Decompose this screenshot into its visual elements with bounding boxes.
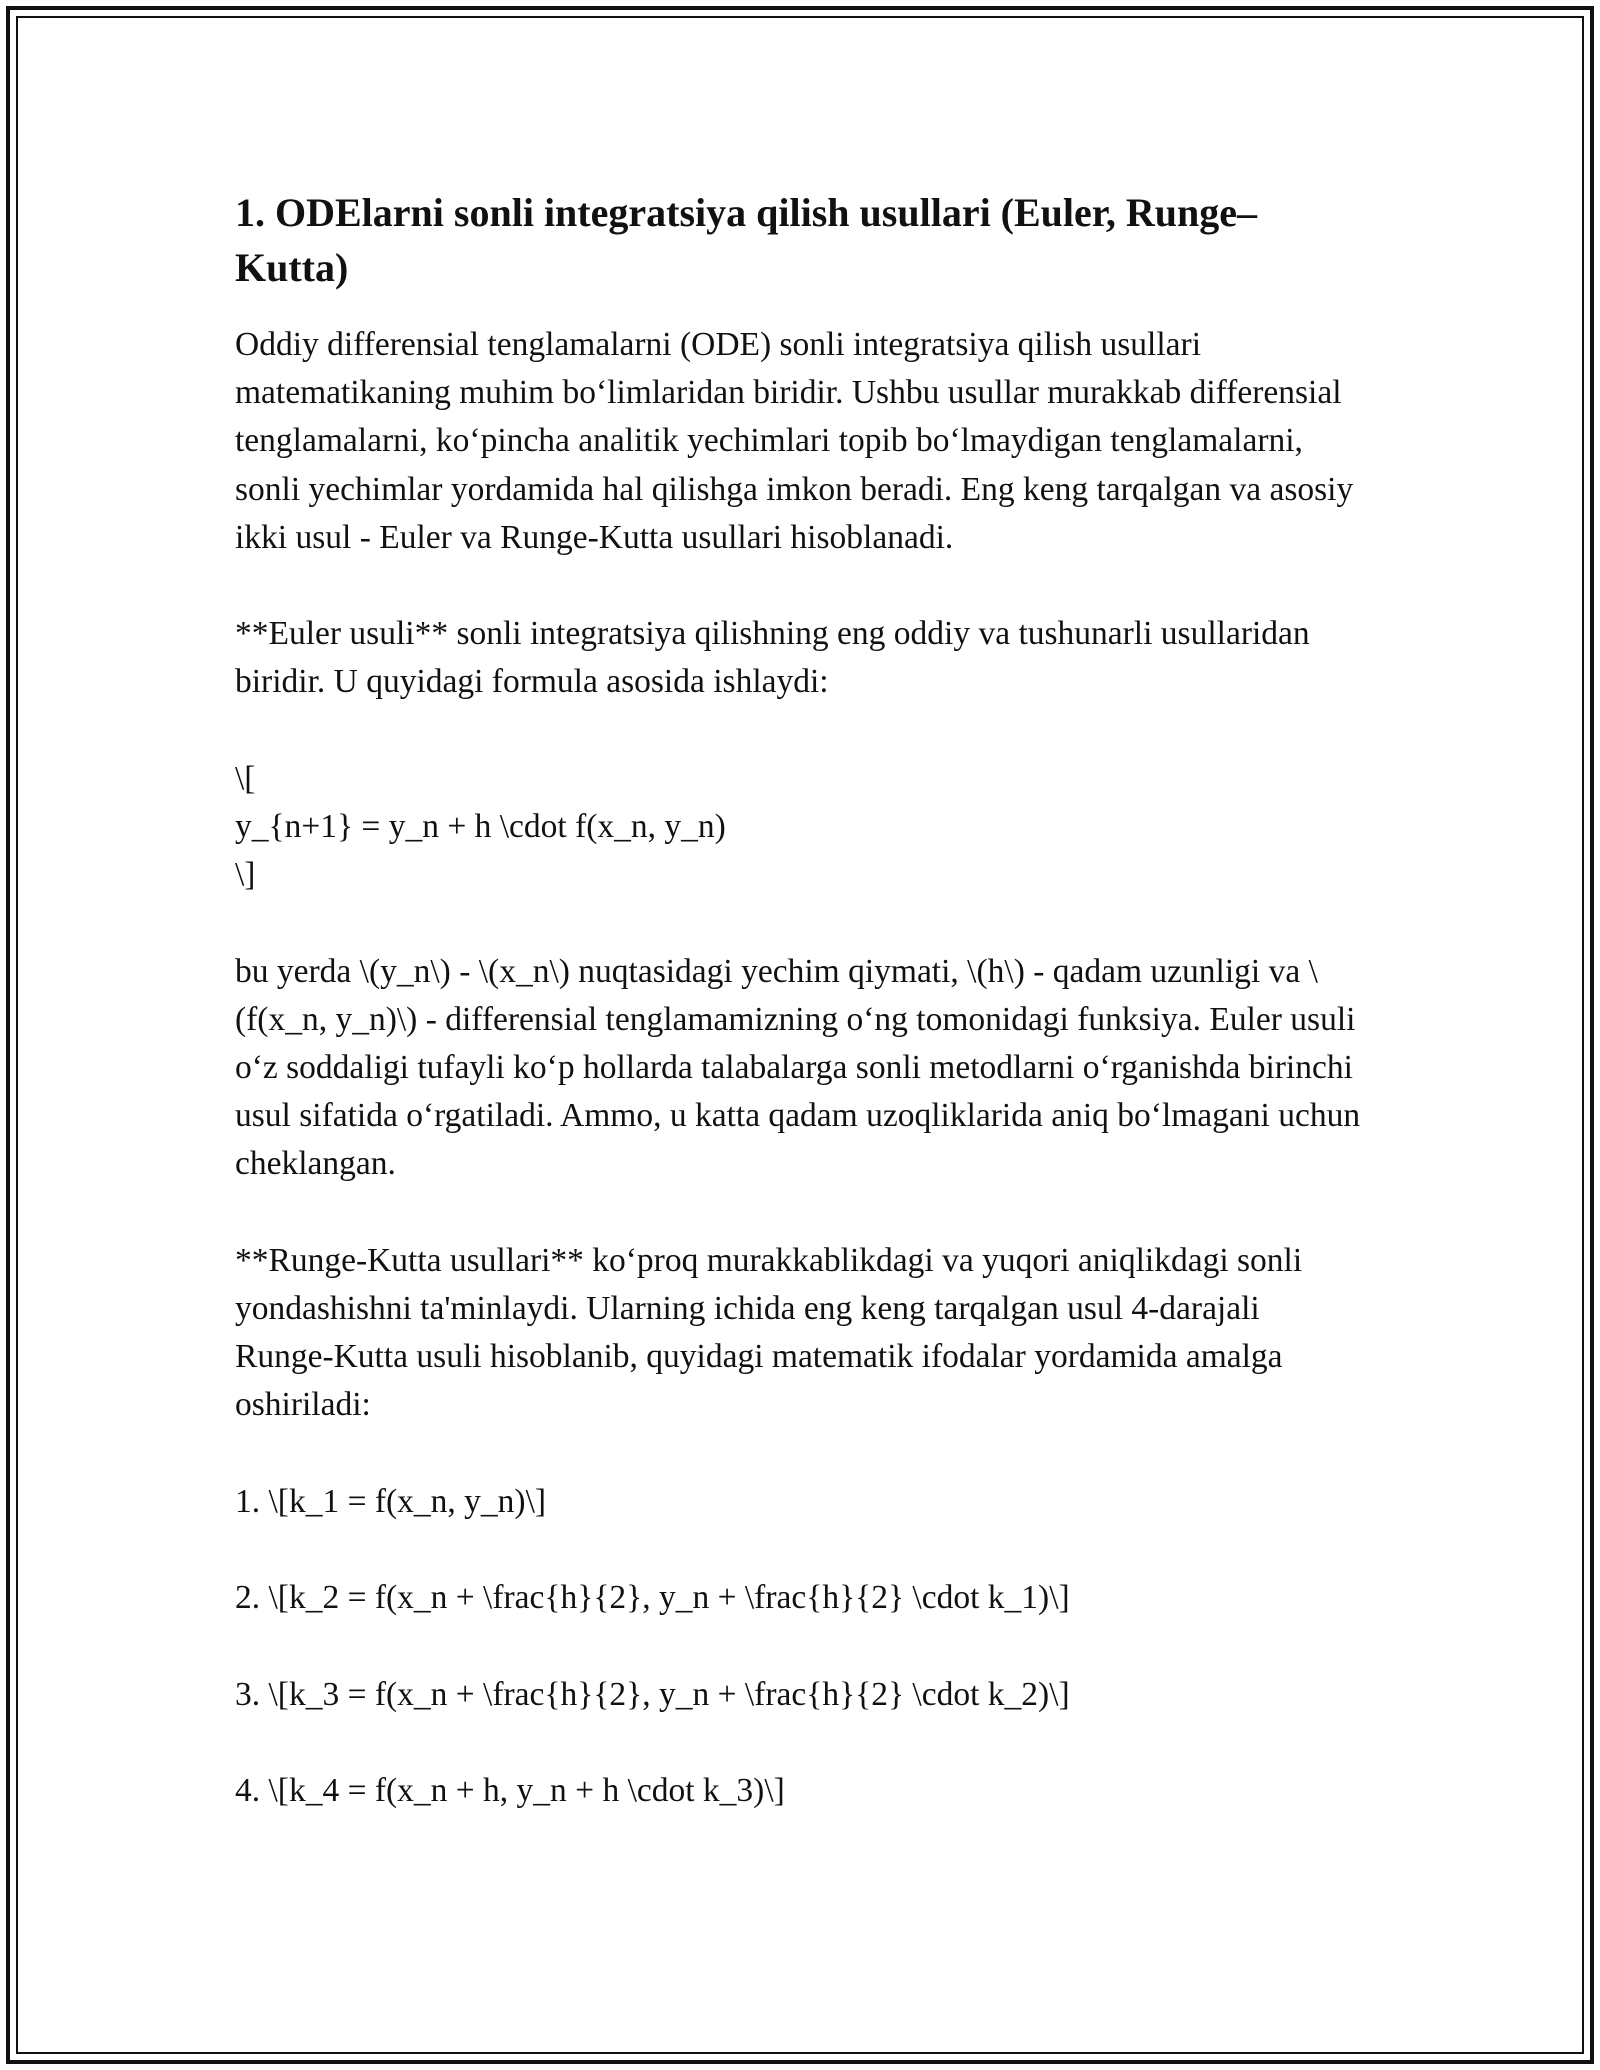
paragraph-gap [235,1622,1365,1670]
paragraph-gap [235,1430,1365,1478]
euler-intro-paragraph: **Euler usuli** sonli integratsiya qilishning eng oddiy va tushunarli usullaridan biridir. U quyidagi formula asosida ishlaydi: [235,615,1310,701]
euler-formula-open: \[ [235,759,256,797]
document-body [235,185,1365,1815]
paragraph-gap [235,1189,1365,1237]
section-heading: 1. ODElarni sonli integratsiya qilish usullari (Euler, Runge–Kutta) [235,190,1258,290]
paragraph-gap [235,1526,1365,1574]
euler-formula-close: \] [235,856,256,894]
intro-paragraph: Oddiy differensial tenglamalarni (ODE) sonli integratsiya qilish usullari matematikaning muhim bo‘limlaridan biridir. Ushbu usullar murakkab differensial tenglamalarni, ko‘pincha analitik yechimlari topib bo‘lmaydigan tenglamalarni, sonli yechimlar yordamida hal qilishga imkon beradi. Eng keng tarqalgan va asosiy ikki usul - Euler va Runge-Kutta usullari hisoblanadi. [235,326,1354,556]
rk-step-3: 3. \[k_3 = f(x_n + \frac{h}{2}, y_n + \frac{h}{2} \cdot k_2)\] [235,1675,1070,1713]
rk-step-1: 1. \[k_1 = f(x_n, y_n)\] [235,1482,547,1520]
paragraph-gap [235,707,1365,755]
rk-step-4: 4. \[k_4 = f(x_n + h, y_n + h \cdot k_3)\] [235,1771,785,1809]
runge-kutta-intro-paragraph: **Runge-Kutta usullari** ko‘proq murakkablikdagi va yuqori aniqlikdagi sonli yondashishni ta'minlaydi. Ularning ichida eng keng tarqalgan usul 4-darajali Runge-Kutta usuli hisoblanib, quyidagi matematik ifodalar yordamida amalga oshiriladi: [235,1241,1303,1424]
paragraph-gap [235,562,1365,610]
euler-explanation-paragraph: bu yerda \(y_n\) - \(x_n\) nuqtasidagi yechim qiymati, \(h\) - qadam uzunligi va \(f(x_n, y_n)\) - differensial tenglamamizning o‘ng tomonidagi funksiya. Euler usuli o‘z soddaligi tufayli ko‘p hollarda talabalarga sonli metodlarni o‘rganishda birinchi usul sifatida o‘rgatiladi. Ammo, u katta qadam uzoqliklarida aniq bo‘lmagani uchun cheklangan. [235,952,1361,1183]
paragraph-gap [235,1719,1365,1767]
rk-step-2: 2. \[k_2 = f(x_n + \frac{h}{2}, y_n + \frac{h}{2} \cdot k_1)\] [235,1579,1070,1617]
paragraph-gap [235,899,1365,947]
euler-formula: y_{n+1} = y_n + h \cdot f(x_n, y_n) [235,808,726,845]
